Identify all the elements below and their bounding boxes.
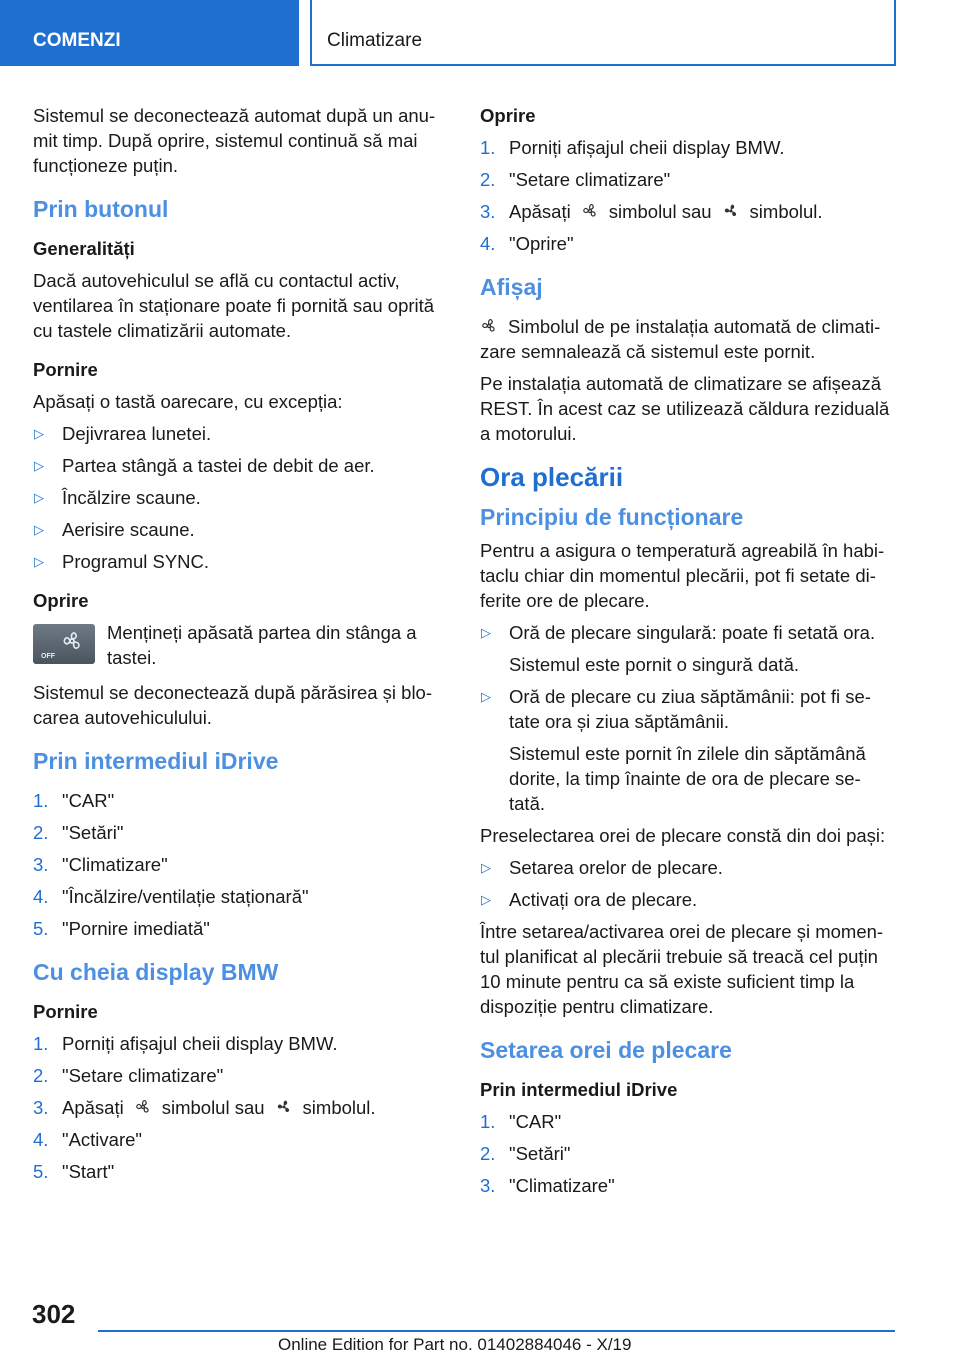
- list-item: 3. "Climatizare": [480, 1175, 615, 1196]
- heading-oprire: Oprire: [33, 590, 89, 611]
- between-paragraph: Între setarea/activarea orei de plecare și momen-tul planificat al plecării trebuie să treacă cel puțin 10 minute pentru ca să existe suficient timp la dispoziție pentru climatizare.: [480, 921, 884, 1017]
- oprire-text: Mențineți apăsată partea din stânga a tastei.: [107, 622, 417, 668]
- heading-setarea: Setarea orei de plecare: [480, 1037, 732, 1063]
- ventilation-filled-icon: [275, 1098, 293, 1116]
- rest-paragraph: Pe instalația automată de climatizare se afișează REST. În acest caz se utilizează căldura reziduală a motorului.: [480, 373, 890, 444]
- disconnect-paragraph: Sistemul se deconectează după părăsirea și blo-carea autovehiculului.: [33, 682, 433, 728]
- list-item: 1. Porniți afișajul cheii display BMW.: [480, 137, 785, 158]
- list-item: 5. "Start": [33, 1161, 115, 1182]
- oprire-block: [33, 620, 447, 670]
- list-item: 4. "Încălzire/ventilație staționară": [33, 886, 309, 907]
- bullet-triangle-icon: ▷: [481, 892, 491, 907]
- heading-ora-plecarii: Ora plecării: [480, 462, 624, 492]
- list-item: 1. "CAR": [33, 790, 115, 811]
- afisaj-paragraph: Simbolul de pe instalația automată de climati-zare semnalează că sistemul este pornit.: [480, 316, 881, 362]
- bullet-triangle-icon: ▷: [34, 490, 44, 505]
- fan-off-button-icon: OFF: [33, 624, 95, 664]
- list-item: ▷ Dejivrarea lunetei.: [34, 423, 212, 444]
- preselect-paragraph: Preselectarea orei de plecare constă din doi pași:: [480, 825, 886, 846]
- heading-principiu: Principiu de funcționare: [480, 504, 744, 530]
- heading-display-key: Cu cheia display BMW: [33, 959, 279, 985]
- heading-prin-butonul: Prin butonul: [33, 196, 169, 222]
- general-paragraph: Dacă autovehiculul se află cu contactul activ, ventilarea în staționare poate fi pornită sau oprită cu tastele climatizării automate.: [33, 270, 435, 341]
- heading-right-oprire: Oprire: [480, 105, 536, 126]
- list-item: 1. "CAR": [480, 1111, 562, 1132]
- bullet-triangle-icon: ▷: [34, 522, 44, 537]
- list-item: ▷ Aerisire scaune.: [34, 519, 195, 540]
- list-note: Sistemul este pornit în zilele din săptămână dorite, la timp înainte de ora de plecare se-tată.: [509, 743, 866, 814]
- list-item: 3. "Climatizare": [33, 854, 168, 875]
- list-item: 5. "Pornire imediată": [33, 918, 210, 939]
- footer-rule: [98, 1330, 895, 1332]
- list-item: ▷ Oră de plecare singulară: poate fi setată ora.: [481, 622, 876, 643]
- list-item: 4. "Oprire": [480, 233, 574, 254]
- heading-right-idrive: Prin intermediul iDrive: [480, 1079, 678, 1100]
- list-item: ▷ Partea stângă a tastei de debit de aer.: [34, 455, 375, 476]
- list-item: ▷ Oră de plecare cu ziua săptămânii: pot fi se-tate ora și ziua săptămânii.: [481, 686, 871, 732]
- list-item: 1. Porniți afișajul cheii display BMW.: [33, 1033, 338, 1054]
- list-item: ▷ Setarea orelor de plecare.: [481, 857, 723, 878]
- heading-key-pornire: Pornire: [33, 1001, 98, 1022]
- list-item: 3. Apăsați simbolul sau simbolul.: [33, 1097, 376, 1118]
- ventilation-outline-icon: [134, 1098, 152, 1116]
- bullet-triangle-icon: ▷: [481, 625, 491, 640]
- bullet-triangle-icon: ▷: [34, 458, 44, 473]
- list-item: ▷ Activați ora de plecare.: [481, 889, 698, 910]
- heading-idrive: Prin intermediul iDrive: [33, 748, 279, 774]
- bullet-triangle-icon: ▷: [481, 860, 491, 875]
- ventilation-filled-icon: [722, 202, 740, 220]
- right-column: [480, 103, 894, 1205]
- list-item: ▷ Încălzire scaune.: [34, 487, 201, 508]
- list-item: 3. Apăsați simbolul sau simbolul.: [480, 201, 823, 222]
- list-item: 2. "Setări": [480, 1143, 571, 1164]
- heading-afisaj: Afișaj: [480, 274, 543, 300]
- list-item: 4. "Activare": [33, 1129, 142, 1150]
- intro-paragraph: Sistemul se deconectează automat după un anu-mit timp. După oprire, sistemul continuă să mai funcționeze puțin.: [33, 105, 436, 176]
- list-note: Sistemul este pornit o singură dată.: [509, 654, 799, 675]
- footer-edition: Online Edition for Part no. 01402884046 - X/19: [278, 1335, 632, 1354]
- page-number: 302: [32, 1299, 76, 1329]
- list-item: 2. "Setare climatizare": [480, 169, 671, 190]
- list-item: 2. "Setări": [33, 822, 124, 843]
- left-column: [33, 103, 447, 1191]
- heading-generalitati: Generalități: [33, 238, 135, 259]
- ventilation-outline-icon: [581, 202, 599, 220]
- bullet-triangle-icon: ▷: [481, 689, 491, 704]
- list-item: 2. "Setare climatizare": [33, 1065, 224, 1086]
- bullet-triangle-icon: ▷: [34, 426, 44, 441]
- heading-pornire: Pornire: [33, 359, 98, 380]
- principiu-paragraph: Pentru a asigura o temperatură agreabilă în habi-taclu chiar din momentul plecării, pot fi setate di-ferite ore de plecare.: [480, 540, 885, 611]
- pornire-paragraph: Apăsați o tastă oarecare, cu excepția:: [33, 391, 343, 412]
- section-tab: COMENZI: [0, 0, 299, 66]
- bullet-triangle-icon: ▷: [34, 554, 44, 569]
- chapter-title: Climatizare: [310, 0, 896, 66]
- list-item: ▷ Programul SYNC.: [34, 551, 210, 572]
- ventilation-outline-icon: [480, 317, 498, 335]
